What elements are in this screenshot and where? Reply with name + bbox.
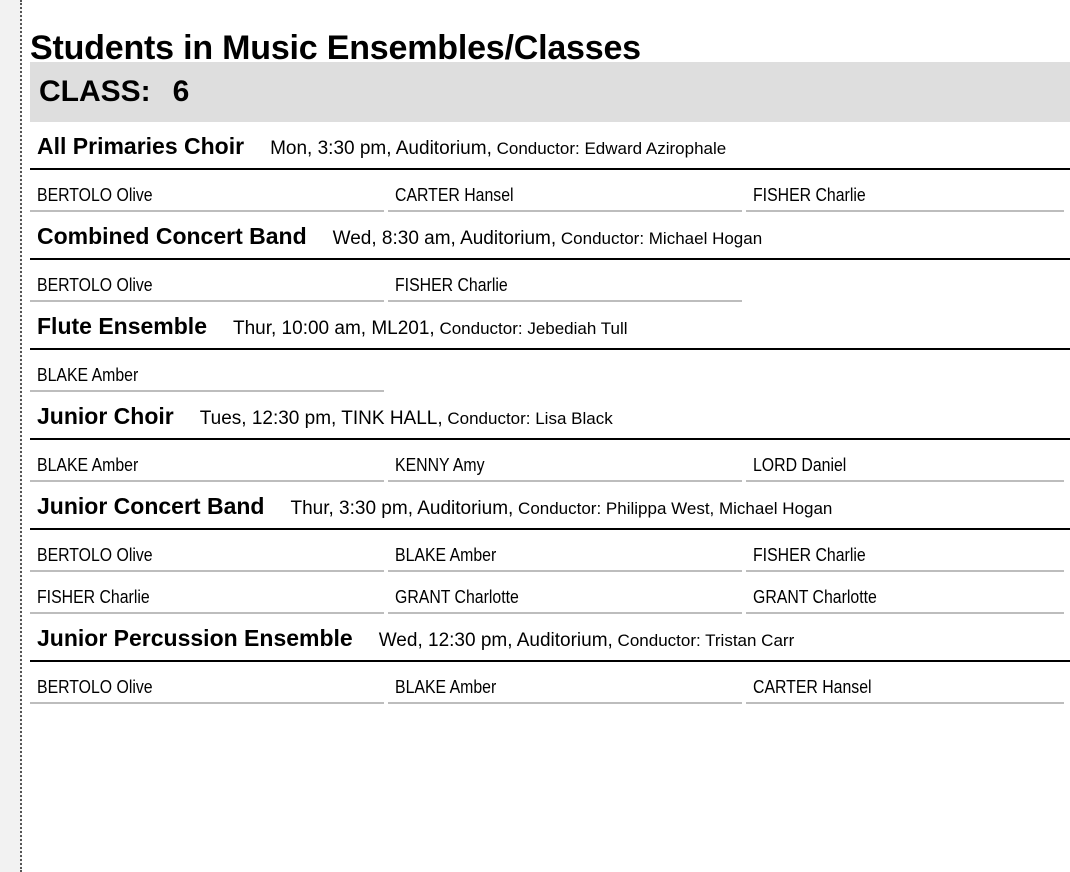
student-entry [388,530,742,572]
ensemble-conductor: Conductor: Jebediah Tull [434,319,628,338]
ensemble-schedule: Tues, 12:30 pm, TINK HALL, [199,408,443,429]
ensemble-section [30,212,1070,302]
student-grid [30,530,1070,614]
report-page [30,0,1070,704]
student-entry [30,530,384,572]
student-name: GRANT Charlotte [753,587,877,607]
ensemble-header [30,302,1070,350]
ensemble-name: Combined Concert Band [37,223,307,249]
ensemble-schedule: Thur, 10:00 am, ML201, [232,318,435,339]
student-entry [30,572,384,614]
student-entry [746,530,1064,572]
student-entry [30,440,384,482]
ensemble-name: Junior Choir [37,403,174,429]
ensemble-section [30,614,1070,704]
student-name: BLAKE Amber [37,455,139,475]
class-label: CLASS: [39,75,151,108]
student-entry [746,440,1064,482]
ensemble-section [30,122,1070,212]
ensemble-name: Flute Ensemble [37,313,207,339]
ensemble-schedule: Wed, 8:30 am, Auditorium, [332,228,557,249]
student-grid [30,260,1070,302]
student-grid [30,170,1070,212]
student-name: BERTOLO Olive [37,185,153,205]
left-margin-strip [0,0,22,872]
student-entry [388,170,742,212]
student-name: BERTOLO Olive [37,677,153,697]
student-name: CARTER Hansel [753,677,872,697]
student-grid [30,662,1070,704]
ensemble-section [30,482,1070,614]
student-name: LORD Daniel [753,455,847,475]
student-entry [746,662,1064,704]
student-name: CARTER Hansel [395,185,514,205]
class-value: 6 [172,75,190,108]
student-entry [388,260,742,302]
ensemble-conductor: Conductor: Philippa West, Michael Hogan [513,499,833,518]
student-entry [30,170,384,212]
student-name: BLAKE Amber [37,365,139,385]
ensemble-list [30,122,1070,704]
ensemble-section [30,302,1070,392]
page-title: Students in Music Ensembles/Classes [30,29,641,67]
student-name: BLAKE Amber [395,677,497,697]
class-banner [30,62,1070,122]
ensemble-header [30,482,1070,530]
student-name: FISHER Charlie [753,185,866,205]
ensemble-header [30,614,1070,662]
student-entry [30,350,384,392]
student-name: FISHER Charlie [395,275,508,295]
ensemble-schedule: Wed, 12:30 pm, Auditorium, [378,630,613,651]
ensemble-name: Junior Concert Band [37,493,265,519]
student-entry [746,572,1064,614]
student-grid [30,440,1070,482]
student-grid [30,350,1070,392]
ensemble-section [30,392,1070,482]
ensemble-name: Junior Percussion Ensemble [37,625,353,651]
student-name: KENNY Amy [395,455,485,475]
ensemble-conductor: Conductor: Lisa Black [442,409,613,428]
student-name: BERTOLO Olive [37,545,153,565]
ensemble-header [30,392,1070,440]
student-entry [388,662,742,704]
ensemble-schedule: Mon, 3:30 pm, Auditorium, [270,138,492,159]
student-entry [30,662,384,704]
ensemble-header [30,212,1070,260]
ensemble-conductor: Conductor: Tristan Carr [612,631,795,650]
ensemble-header [30,122,1070,170]
student-entry [30,260,384,302]
student-entry [746,170,1064,212]
ensemble-conductor: Conductor: Edward Azirophale [491,139,727,158]
student-name: BLAKE Amber [395,545,497,565]
student-name: GRANT Charlotte [395,587,519,607]
ensemble-schedule: Thur, 3:30 pm, Auditorium, [290,498,514,519]
student-name: BERTOLO Olive [37,275,153,295]
student-name: FISHER Charlie [753,545,866,565]
ensemble-name: All Primaries Choir [37,133,245,159]
student-entry [388,440,742,482]
student-entry [388,572,742,614]
ensemble-conductor: Conductor: Michael Hogan [556,229,763,248]
student-name: FISHER Charlie [37,587,150,607]
